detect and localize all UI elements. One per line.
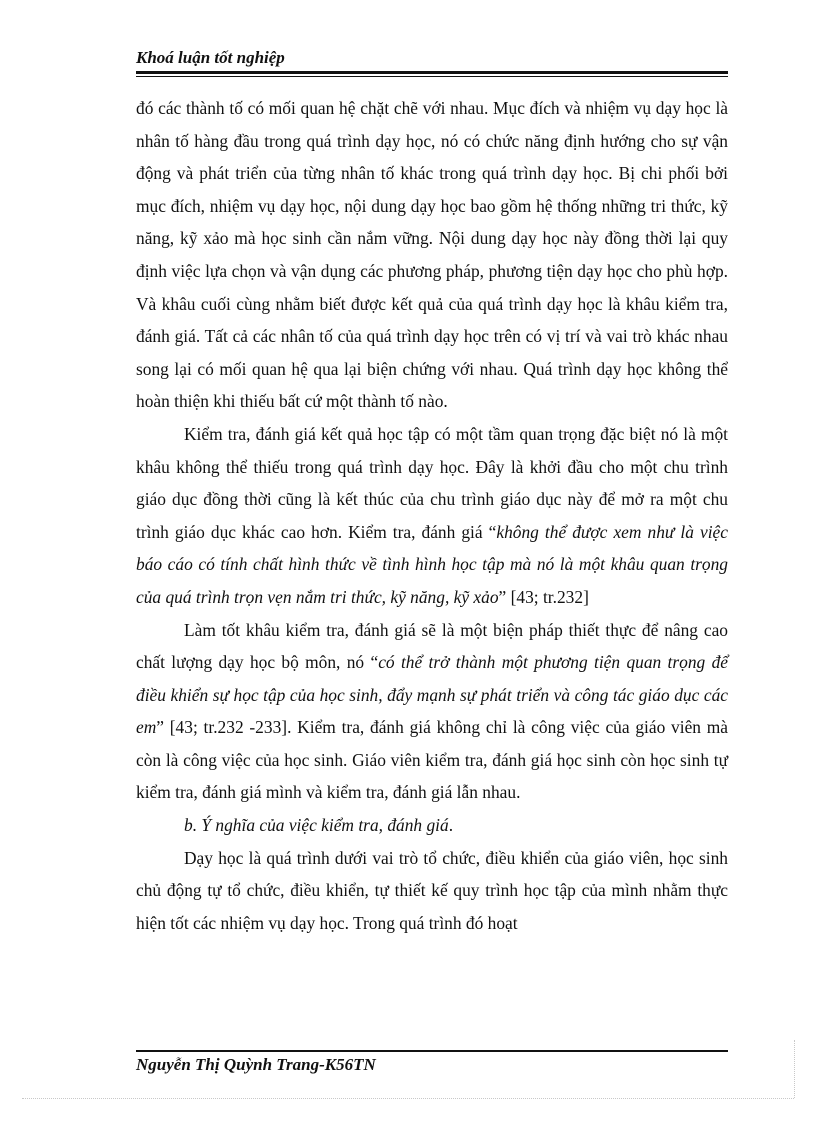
running-footer-author: Nguyễn Thị Quỳnh Trang-K56TN [136,1055,376,1074]
paragraph-3-text: Làm tốt khâu kiểm tra, đánh giá sẽ là một biện pháp thiết thực để nâng cao chất lượng dạy học bộ môn, nó “ [136,619,728,673]
section-heading-b-dot: . [448,815,454,836]
paragraph-2 [136,418,728,614]
paragraph-3-rest: ” [43; tr.232 -233]. Kiểm tra, đánh giá không chỉ là công việc của giáo viên mà còn là công việc của học sinh. Giáo viên kiểm tra, đánh giá học sinh còn học sinh tự kiểm tra, đánh giá mình và kiểm tra, đánh giá lẫn nhau. [136,717,728,803]
paragraph-3 [136,614,728,810]
header-rule-thin [136,76,728,77]
page-right-dotted-border [794,1040,795,1098]
header-rule-thick [136,71,728,74]
running-header-title: Khoá luận tốt nghiệp [136,48,285,67]
footer-rule [136,1050,728,1052]
page-body [136,92,728,939]
paragraph-1: đó các thành tố có mối quan hệ chặt chẽ với nhau. Mục đích và nhiệm vụ dạy học là nhân tố hàng đầu trong quá trình dạy học, nó có chức năng định hướng cho sự vận động và phát triển của từng nhân tố khác trong quá trình dạy học. Bị chi phối bởi mục đích, nhiệm vụ dạy học, nội dung dạy học bao gồm hệ thống những tri thức, kỹ năng, kỹ xảo mà học sinh cần nắm vững. Nội dung dạy học này đồng thời lại quy định việc lựa chọn và vận dụng các phương pháp, phương tiện dạy học cho phù hợp. Và khâu cuối cùng nhằm biết được kết quả của quá trình dạy học là khâu kiểm tra, đánh giá. Tất cả các nhân tố của quá trình dạy học trên có vị trí và vai trò khác nhau song lại có mối quan hệ qua lại biện chứng với nhau. Quá trình dạy học không thể hoàn thiện khi thiếu bất cứ một thành tố nào. [136,98,728,412]
section-heading-b [136,809,728,842]
paragraph-2-quote: không thể được xem như là việc báo cáo có tính chất hình thức về tình hình học tập mà nó là một khâu quan trọng của quá trình trọn vẹn nắm tri thức, kỹ năng, kỹ xảo [136,521,728,607]
paragraph-2-citation: ” [43; tr.232] [498,586,589,607]
paragraph-2-text: Kiểm tra, đánh giá kết quả học tập có một tầm quan trọng đặc biệt nó là một khâu không thể thiếu trong quá trình dạy học. Đây là khởi đầu cho một chu trình giáo dục đồng thời cũng là kết thúc của chu trình giáo dục này để mở ra một chu trình giáo dục khác cao hơn. Kiểm tra, đánh giá “ [136,423,728,542]
paragraph-4: Dạy học là quá trình dưới vai trò tổ chức, điều khiển của giáo viên, học sinh chủ động tự tổ chức, điều khiển, tự thiết kế quy trình học tập của mình nhằm thực hiện tốt các nhiệm vụ dạy học. Trong quá trình đó hoạt [136,847,728,933]
page-bottom-dotted-border [22,1098,794,1099]
paragraph-3-quote: có thể trở thành một phương tiện quan trọng để điều khiển sự học tập của học sinh, đẩy mạnh sự phát triển và công tác giáo dục các em [136,652,729,738]
section-heading-b-text: b. Ý nghĩa của việc kiểm tra, đánh giá [184,815,449,836]
